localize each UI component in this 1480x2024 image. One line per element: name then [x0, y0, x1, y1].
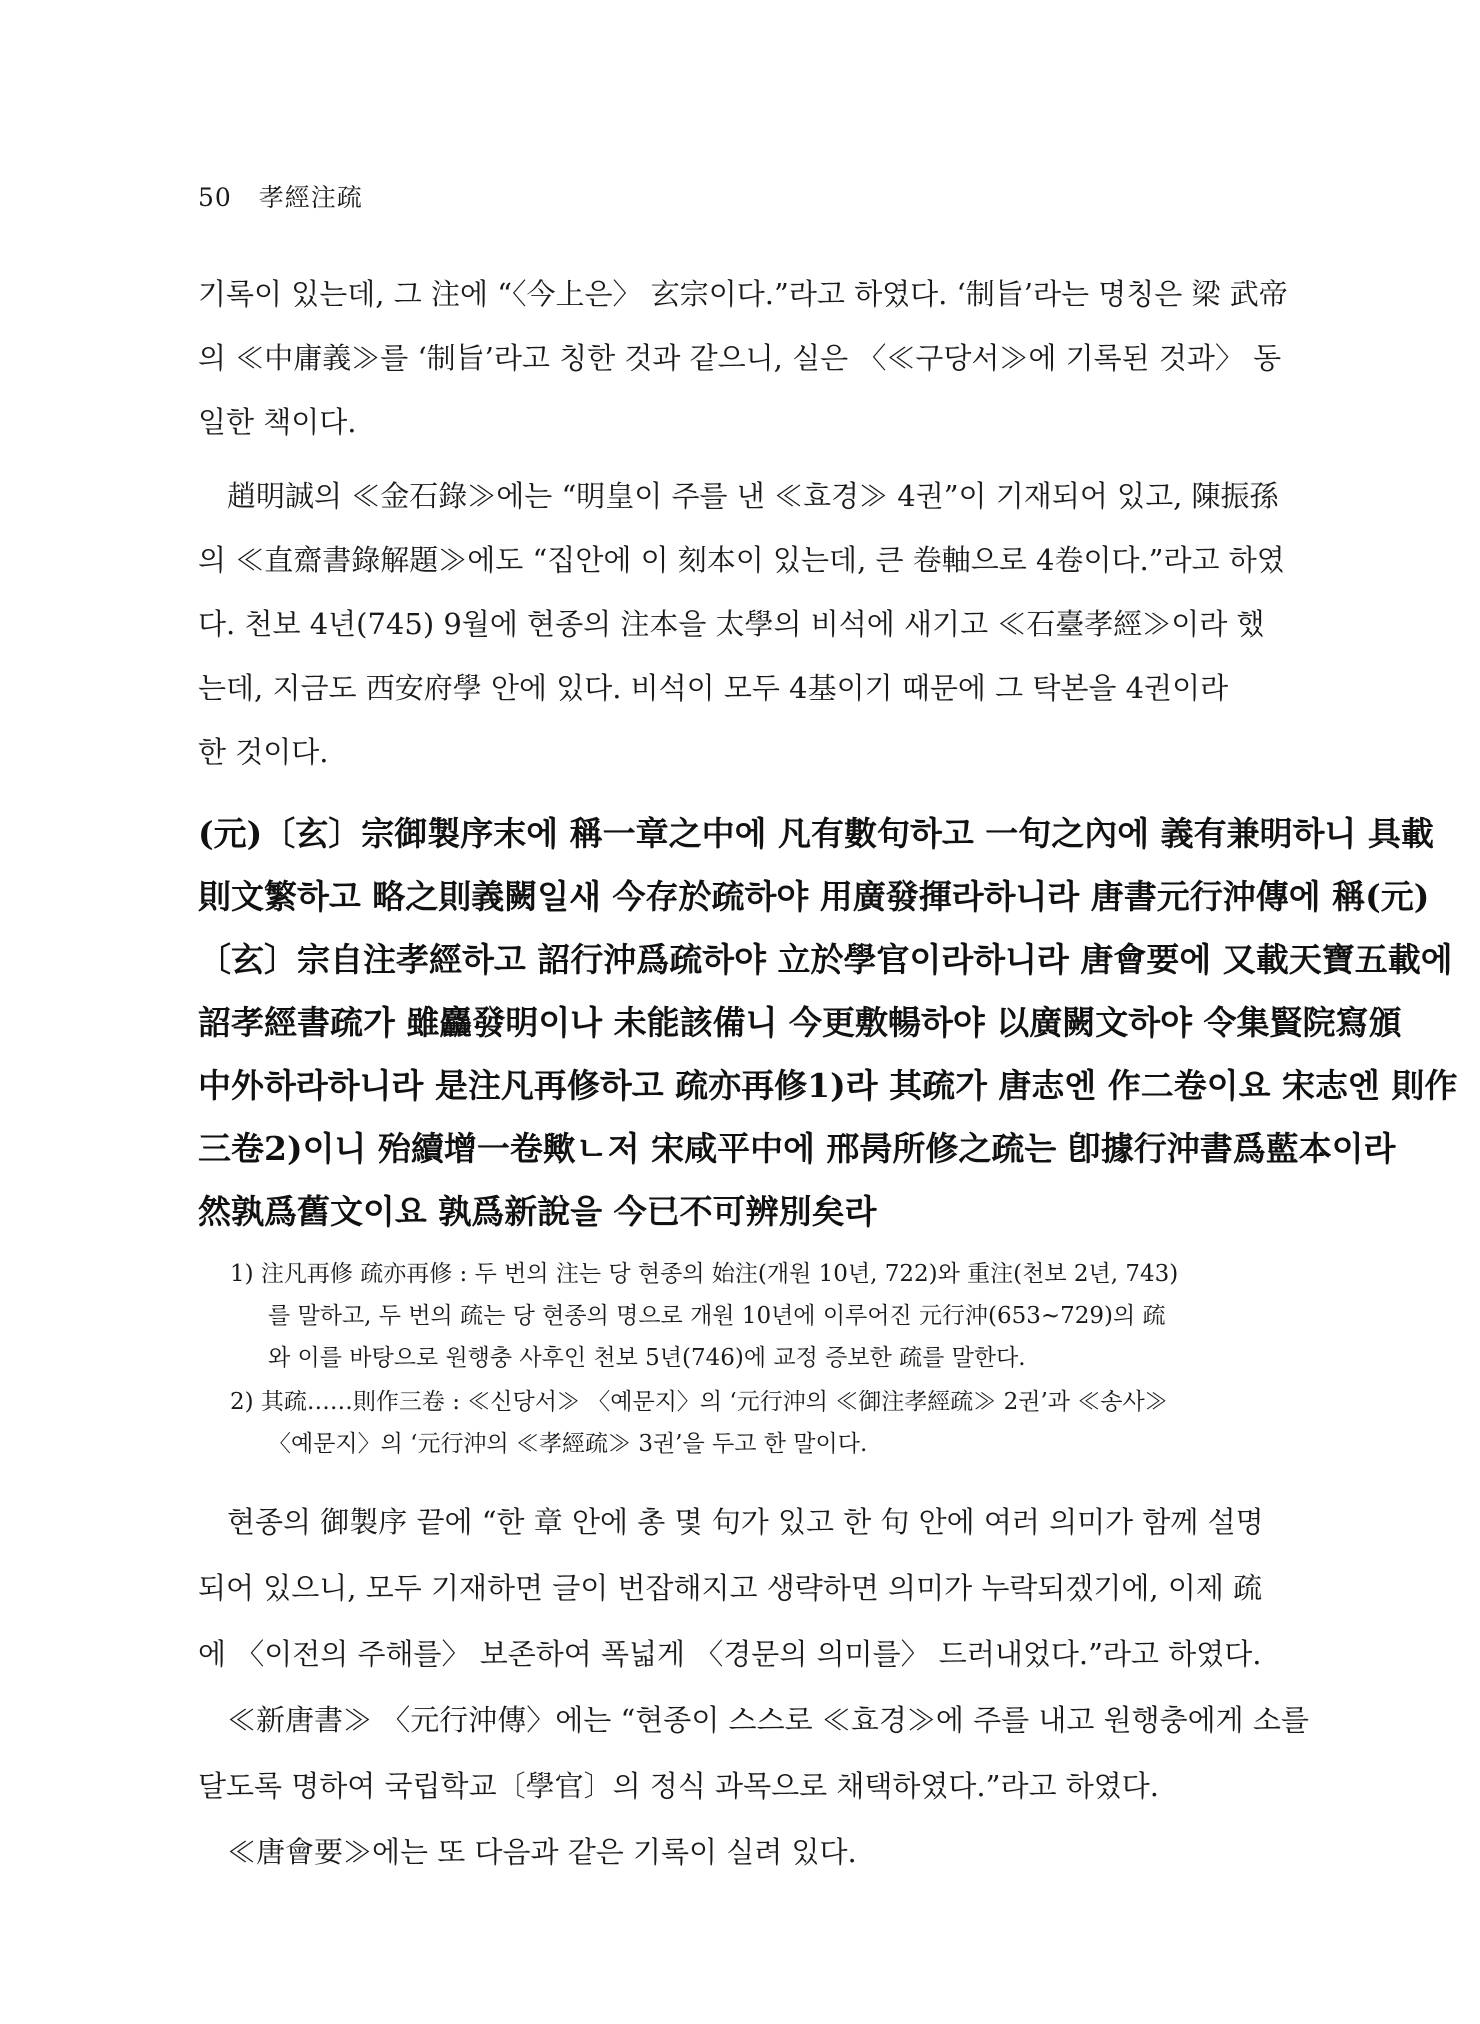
- footnote-1: 1) 注凡再修 疏亦再修 : 두 번의 注는 당 현종의 始注(개원 10년, 722)와 重注(천보 2년, 743): [230, 1261, 1179, 1287]
- page-number: 50: [198, 183, 232, 212]
- classical-line: 詔孝經書疏가 雖麤發明이나 未能該備니 今更敷暢하야 以廣闕文하야 令集賢院寫頒: [198, 1003, 1402, 1042]
- classical-line: (元)〔玄〕宗御製序末에 稱一章之中에 凡有數句하고 一句之內에 義有兼明하니 具載: [198, 814, 1434, 853]
- classical-line: 則文繁하고 略之則義闕일새 今存於疏하야 用廣發揮라하니라 唐書元行沖傳에 稱(元): [198, 877, 1430, 916]
- footnote-2: 2) 其疏……則作三卷 : ≪신당서≫ 〈예문지〉의 ‘元行沖의 ≪御注孝經疏≫ 2권’과 ≪송사≫: [230, 1389, 1168, 1415]
- text-line: ≪新唐書≫ 〈元行沖傳〉에는 “현종이 스스로 ≪효경≫에 주를 내고 원행충에게 소를: [198, 1703, 1309, 1737]
- footnote-1-cont: 를 말하고, 두 번의 疏는 당 현종의 명으로 개원 10년에 이루어진 元行沖(653~729)의 疏: [268, 1303, 1166, 1329]
- classical-line: 中外하라하니라 是注凡再修하고 疏亦再修1)라 其疏가 唐志엔 作二卷이요 宋志엔 則作: [198, 1066, 1458, 1105]
- text-line: 의 ≪中庸義≫를 ‘制旨’라고 칭한 것과 같으니, 실은 〈≪구당서≫에 기록된 것과〉 동: [198, 341, 1282, 375]
- classical-line: 〔玄〕宗自注孝經하고 詔行沖爲疏하야 立於學官이라하니라 唐會要에 又載天寶五載에: [198, 940, 1453, 979]
- footnote-1-cont: 와 이를 바탕으로 원행충 사후인 천보 5년(746)에 교정 증보한 疏를 말한다.: [268, 1345, 1026, 1371]
- footnote-2-cont: 〈예문지〉의 ‘元行沖의 ≪孝經疏≫ 3권’을 두고 한 말이다.: [268, 1431, 868, 1457]
- text-line: 에 〈이전의 주해를〉 보존하여 폭넓게 〈경문의 의미를〉 드러내었다.”라고 하였다.: [198, 1637, 1262, 1671]
- text-line: 다. 천보 4년(745) 9월에 현종의 注本을 太學의 비석에 새기고 ≪石臺孝經≫이라 했: [198, 607, 1265, 641]
- text-line: 현종의 御製序 끝에 “한 章 안에 총 몇 句가 있고 한 句 안에 여러 의미가 함께 설명: [198, 1505, 1264, 1539]
- text-line: 일한 책이다.: [198, 405, 357, 439]
- text-line: 趙明誠의 ≪金石錄≫에는 “明皇이 주를 낸 ≪효경≫ 4권”이 기재되어 있고, 陳振孫: [198, 479, 1279, 513]
- text-line: 기록이 있는데, 그 注에 “〈今上은〉 玄宗이다.”라고 하였다. ‘制旨’라는 명칭은 梁 武帝: [198, 277, 1288, 311]
- running-header: [198, 178, 363, 214]
- text-line: 달도록 명하여 국립학교〔學官〕의 정식 과목으로 채택하였다.”라고 하였다.: [198, 1769, 1159, 1803]
- classical-line: 然孰爲舊文이요 孰爲新說을 今已不可辨別矣라: [198, 1192, 877, 1231]
- text-line: 는데, 지금도 西安府學 안에 있다. 비석이 모두 4基이기 때문에 그 탁본을 4권이라: [198, 671, 1229, 705]
- text-line: 한 것이다.: [198, 735, 329, 769]
- text-line: 의 ≪直齋書錄解題≫에도 “집안에 이 刻本이 있는데, 큰 卷軸으로 4卷이다.”라고 하였: [198, 543, 1285, 577]
- text-line: 되어 있으니, 모두 기재하면 글이 번잡해지고 생략하면 의미가 누락되겠기에, 이제 疏: [198, 1571, 1263, 1605]
- text-line: ≪唐會要≫에는 또 다음과 같은 기록이 실려 있다.: [198, 1835, 857, 1869]
- classical-line: 三卷2)이니 殆續增一卷歟ㄴ저 宋咸平中에 邢昺所修之疏는 卽據行沖書爲藍本이라: [198, 1129, 1396, 1168]
- running-title: 孝經注疏: [258, 183, 363, 212]
